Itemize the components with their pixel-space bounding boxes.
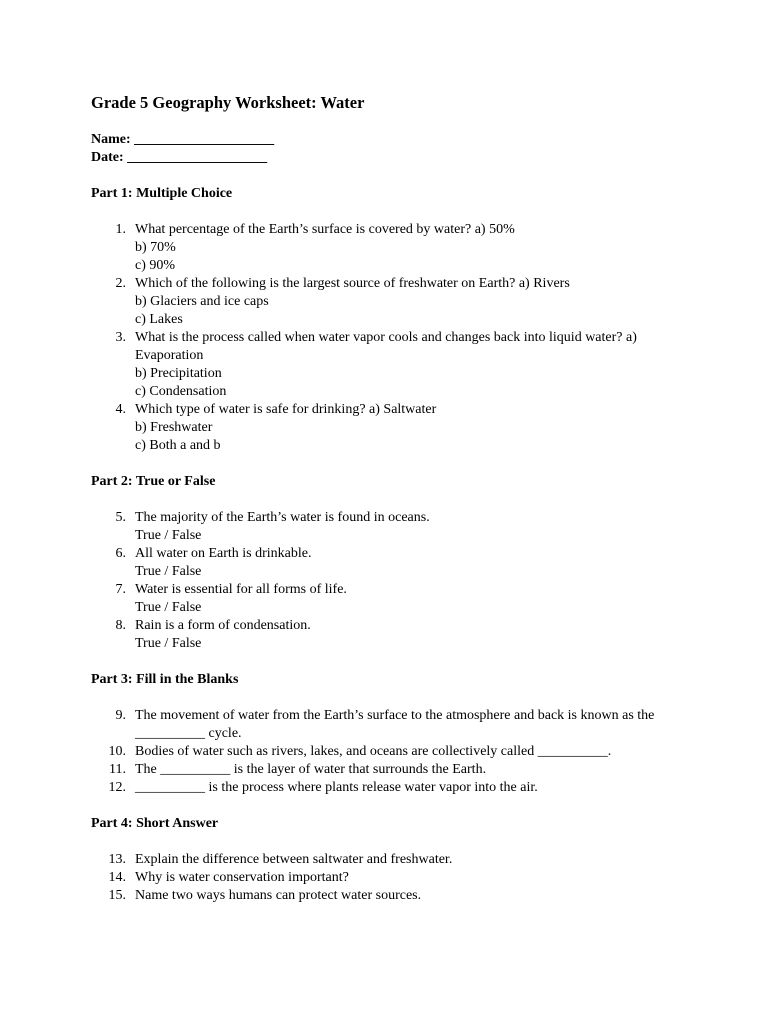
- question-text: Which of the following is the largest source of freshwater on Earth? a) Rivers: [135, 276, 570, 291]
- question-number: 10.: [108, 744, 126, 759]
- question-number: 3.: [115, 330, 126, 345]
- true-false-choice: True / False: [135, 636, 202, 651]
- date-field: Date: ____________________: [91, 150, 268, 165]
- question-number: 13.: [108, 852, 126, 867]
- question-number: 1.: [115, 222, 126, 237]
- answer-option: b) 70%: [135, 240, 176, 255]
- question-text: Rain is a form of condensation.: [135, 618, 311, 633]
- question-text: Explain the difference between saltwater and freshwater.: [135, 852, 453, 867]
- answer-option: b) Freshwater: [135, 420, 213, 435]
- true-false-choice: True / False: [135, 528, 202, 543]
- worksheet-title: Grade 5 Geography Worksheet: Water: [91, 93, 365, 112]
- question-item: [91, 221, 691, 275]
- question-number: 7.: [115, 582, 126, 597]
- student-info: [91, 131, 691, 167]
- question-text: What is the process called when water vapor cools and changes back into liquid water? a) Evaporation: [135, 330, 637, 363]
- question-number: 5.: [115, 510, 126, 525]
- question-item: [91, 869, 691, 887]
- question-text: Bodies of water such as rivers, lakes, and oceans are collectively called __________.: [135, 744, 612, 759]
- part3-questions: [91, 707, 691, 797]
- question-text: The majority of the Earth’s water is found in oceans.: [135, 510, 430, 525]
- part4-heading: Part 4: Short Answer: [91, 816, 219, 831]
- question-number: 11.: [109, 762, 126, 777]
- question-item: [91, 401, 691, 455]
- part2-questions: [91, 509, 691, 653]
- question-item: [91, 851, 691, 869]
- answer-option: b) Precipitation: [135, 366, 222, 381]
- question-number: 4.: [115, 402, 126, 417]
- question-item: [91, 887, 691, 905]
- question-number: 9.: [115, 708, 126, 723]
- question-item: [91, 329, 691, 401]
- answer-option: c) Condensation: [135, 384, 227, 399]
- question-text: The __________ is the layer of water that surrounds the Earth.: [135, 762, 487, 777]
- worksheet-page: [91, 92, 691, 905]
- question-number: 2.: [115, 276, 126, 291]
- question-text: What percentage of the Earth’s surface is covered by water? a) 50%: [135, 222, 515, 237]
- question-number: 8.: [115, 618, 126, 633]
- question-item: [91, 275, 691, 329]
- true-false-choice: True / False: [135, 600, 202, 615]
- part1-questions: [91, 221, 691, 455]
- part2-heading: Part 2: True or False: [91, 474, 216, 489]
- question-text: __________ is the process where plants release water vapor into the air.: [135, 780, 538, 795]
- question-item: [91, 761, 691, 779]
- question-number: 6.: [115, 546, 126, 561]
- part4-questions: [91, 851, 691, 905]
- part3-heading: Part 3: Fill in the Blanks: [91, 672, 239, 687]
- question-text: Why is water conservation important?: [135, 870, 349, 885]
- question-text: Which type of water is safe for drinking? a) Saltwater: [135, 402, 437, 417]
- question-text: All water on Earth is drinkable.: [135, 546, 312, 561]
- question-text: Name two ways humans can protect water sources.: [135, 888, 422, 903]
- question-number: 12.: [108, 780, 126, 795]
- answer-option: c) Lakes: [135, 312, 183, 327]
- question-text: Water is essential for all forms of life.: [135, 582, 347, 597]
- part1-heading: Part 1: Multiple Choice: [91, 186, 233, 201]
- question-item: [91, 545, 691, 581]
- question-item: [91, 779, 691, 797]
- question-item: [91, 617, 691, 653]
- question-number: 14.: [108, 870, 126, 885]
- answer-option: c) Both a and b: [135, 438, 221, 453]
- question-item: [91, 707, 691, 743]
- question-item: [91, 743, 691, 761]
- question-number: 15.: [108, 888, 126, 903]
- name-field: Name: ____________________: [91, 132, 275, 147]
- question-item: [91, 581, 691, 617]
- answer-option: b) Glaciers and ice caps: [135, 294, 269, 309]
- true-false-choice: True / False: [135, 564, 202, 579]
- question-item: [91, 509, 691, 545]
- answer-option: c) 90%: [135, 258, 176, 273]
- question-text: The movement of water from the Earth’s surface to the atmosphere and back is known as the __________ cycle.: [135, 708, 655, 741]
